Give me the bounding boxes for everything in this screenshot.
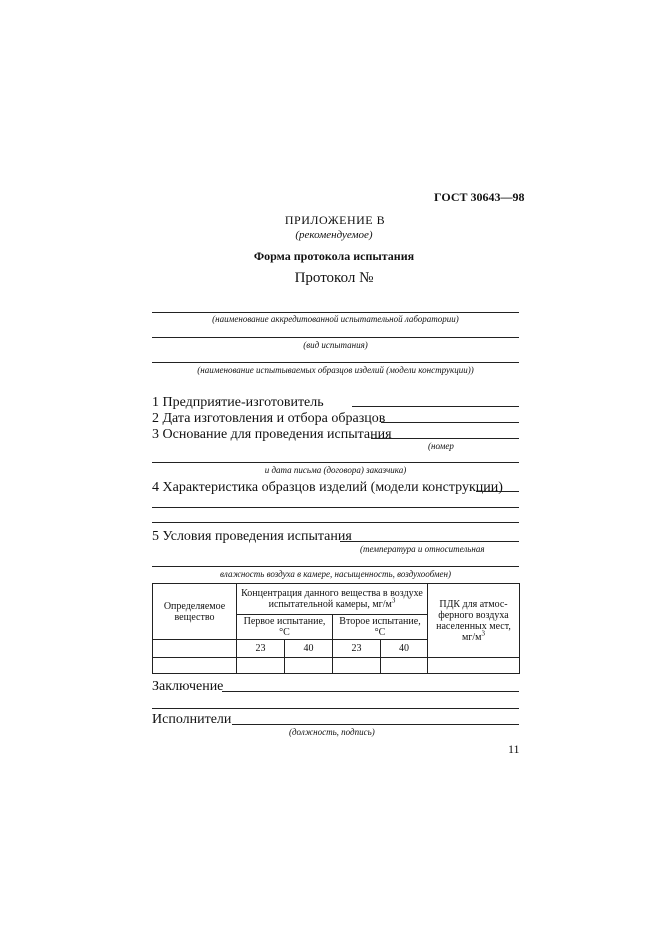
position-caption: (должность, подпись) [289,727,375,737]
substance-cell [153,640,237,658]
characteristics-line-3 [152,522,519,523]
appendix-note: (рекомендуемое) [295,229,373,241]
empty-cell [237,658,285,674]
performers-label: Исполнители [152,712,232,727]
temp-cell: 23 [237,640,285,658]
substance-header: Определяемое вещество [153,584,237,640]
second-test-header: Второе испытание, °С [333,615,428,640]
performers-line [232,724,519,725]
humidity-caption: влажность воздуха в камере, насыщенность, воздухообмен) [220,569,451,579]
empty-cell [333,658,381,674]
item-production-date: 2 Дата изготовления и отбора образцов [152,411,386,426]
empty-cell [285,658,333,674]
number-caption: (номер [428,441,454,451]
test-conditions-line [340,541,519,542]
characteristics-line-1 [476,491,519,492]
page-number: 11 [508,742,520,756]
form-title: Форма протокола испытания [253,249,415,263]
first-test-header: Первое испытание, °С [237,615,333,640]
samples-name-line [152,362,519,363]
item-manufacturer: 1 Предприятие-изготовитель [152,395,324,410]
test-type-line [152,337,519,338]
production-date-line [381,422,519,423]
pdk-header: ПДК для атмос-ферного воздуха населенных мест, $мг/м^3$ [428,584,520,658]
empty-cell [381,658,428,674]
empty-cell [428,658,520,674]
test-type-caption: (вид испытания) [303,340,368,350]
test-basis-line [371,438,519,439]
samples-name-caption: (наименование испытываемых образцов изделий (модели конструкции)) [197,365,474,375]
letter-date-caption: и дата письма (договора) заказчика) [264,465,407,475]
characteristics-line-2 [152,507,519,508]
standard-code: ГОСТ 30643—98 [434,190,525,204]
temp-cell: 40 [381,640,428,658]
appendix-title: ПРИЛОЖЕНИЕ В [284,213,386,227]
item-sample-characteristics: 4 Характеристика образцов изделий (модели конструкции) [152,480,503,495]
humidity-line [152,566,519,567]
results-table [152,583,520,674]
lab-name-caption: (наименование аккредитованной испытательной лаборатории) [212,314,459,324]
item-test-conditions: 5 Условия проведения испытания [152,529,352,544]
temp-cell: 40 [285,640,333,658]
item-test-basis: 3 Основание для проведения испытания [152,427,392,442]
conclusion-line-2 [152,708,519,709]
conclusion-label: Заключение [152,679,224,694]
manufacturer-line [352,406,519,407]
letter-date-line [152,462,519,463]
temperature-caption: (температура и относительная [360,544,485,554]
conclusion-line-1 [222,691,519,692]
protocol-label: Протокол № [294,270,374,286]
empty-cell [153,658,237,674]
temp-cell: 23 [333,640,381,658]
lab-name-line [152,312,519,313]
concentration-header: Концентрация данного вещества в воздухе испытательной камеры, $мг/м^3$ [237,584,428,615]
